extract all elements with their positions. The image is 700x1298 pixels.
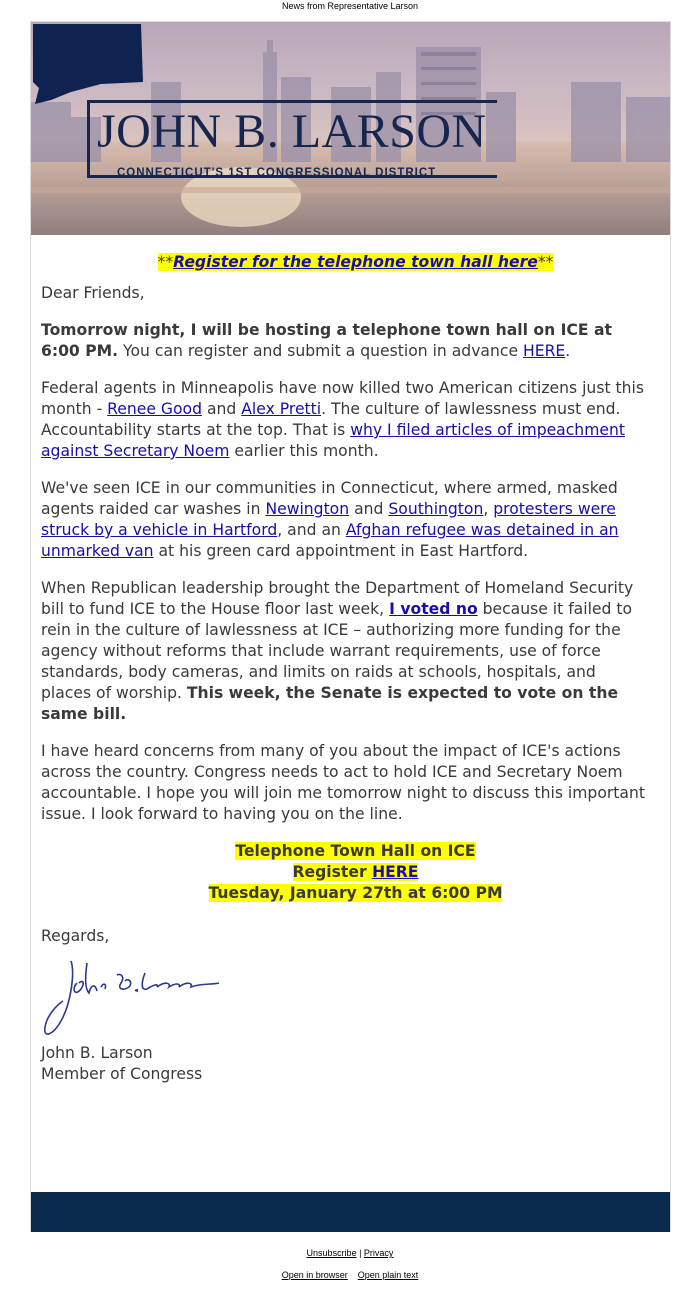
event-register xyxy=(293,863,419,881)
impeachment-link[interactable]: why I filed articles of impeachment against Secretary Noem xyxy=(41,421,625,460)
p2-text-2: and xyxy=(201,400,242,418)
signer-title: Member of Congress xyxy=(41,1065,203,1083)
register-banner xyxy=(41,252,670,273)
greeting: Dear Friends, xyxy=(41,284,145,302)
p4-text-2: because it failed to rein in the culture of lawlessness at ICE – authorizing more funding for the agency without reforms that include warrant requirements, use of force standards, body cameras, and limits on raids at schools, hospitals, and places of worship. xyxy=(41,600,633,702)
p1-bold: Tomorrow night, I will be hosting a telephone town hall on ICE at 6:00 PM. xyxy=(41,321,612,360)
afghan-refugee-link[interactable]: Afghan refugee was detained in an unmarked van xyxy=(41,521,619,560)
register-prefix: ** xyxy=(157,253,174,271)
event-date: Tuesday, January 27th at 6:00 PM xyxy=(208,884,503,902)
footer-bar xyxy=(31,1192,670,1232)
paragraph-5: I have heard concerns from many of you about the impact of ICE's actions across the country. Congress needs to act to hold ICE and Secretary Noem accountable. I hope you will join me tomorrow night to discuss this important issue. I look forward to having you on the line. xyxy=(41,742,645,823)
logo-subtitle: CONNECTICUT'S 1ST CONGRESSIONAL DISTRICT xyxy=(117,167,437,179)
email-card xyxy=(30,21,671,1232)
southington-link[interactable]: Southington xyxy=(388,500,484,518)
p2-text-1: Federal agents in Minneapolis have now killed two American citizens just this month - xyxy=(41,379,644,418)
p3-text-3: , xyxy=(483,500,494,518)
register-link[interactable]: Register for the telephone town hall here xyxy=(173,253,538,271)
preheader: News from Representative Larson xyxy=(281,1,419,11)
email-body xyxy=(31,252,670,1085)
p1-end: . xyxy=(565,342,571,360)
signature xyxy=(41,953,670,1043)
logo-name: JOHN B. LARSON xyxy=(97,105,487,158)
footer-row-2 xyxy=(0,1270,700,1280)
paragraph-3 xyxy=(41,478,646,562)
register-here-link[interactable]: HERE xyxy=(523,342,566,360)
unsubscribe-link[interactable]: Unsubscribe xyxy=(306,1248,357,1258)
privacy-link[interactable]: Privacy xyxy=(363,1248,394,1258)
footer-row-1 xyxy=(0,1248,700,1258)
p3-text-2: and xyxy=(349,500,389,518)
paragraph-4 xyxy=(41,578,646,725)
open-plain-text-link[interactable]: Open plain text xyxy=(357,1270,419,1280)
newington-link[interactable]: Newington xyxy=(265,500,350,518)
p1-text: You can register and submit a question in advance xyxy=(118,342,523,360)
p4-bold: This week, the Senate is expected to vote on the same bill. xyxy=(41,684,619,723)
open-in-browser-link[interactable]: Open in browser xyxy=(281,1270,348,1280)
paragraph-1 xyxy=(41,320,646,362)
event-title: Telephone Town Hall on ICE xyxy=(235,842,476,860)
signature-image xyxy=(41,953,251,1043)
p3-text-5: at his green card appointment in East Hartford. xyxy=(153,542,529,560)
alex-pretti-link[interactable]: Alex Pretti xyxy=(241,400,322,418)
footer-links xyxy=(0,1248,700,1280)
i-voted-no-link[interactable]: I voted no xyxy=(389,600,478,618)
footer-separator: | xyxy=(356,1248,364,1258)
renee-good-link[interactable]: Renee Good xyxy=(107,400,202,418)
p4-text-1: When Republican leadership brought the Department of Homeland Security bill to fund ICE to the House floor last week, xyxy=(41,579,634,618)
p2-text-3: . The culture of lawlessness must end. Accountability starts at the top. That is xyxy=(41,400,621,439)
event-register-prefix: Register xyxy=(292,863,373,881)
event-register-link[interactable]: HERE xyxy=(372,863,419,881)
header-banner xyxy=(31,22,670,235)
p3-text-1: We've seen ICE in our communities in Connecticut, where armed, masked agents raided car washes in xyxy=(41,479,618,518)
p3-text-4: , and an xyxy=(277,521,346,539)
register-highlight xyxy=(158,253,554,271)
register-suffix: ** xyxy=(537,253,554,271)
hartford-protesters-link[interactable]: protesters were struck by a vehicle in Hartford xyxy=(41,500,616,539)
event-details xyxy=(41,841,670,904)
connecticut-map-icon xyxy=(31,22,143,104)
paragraph-2 xyxy=(41,378,646,462)
signer-name: John B. Larson xyxy=(41,1044,153,1062)
p2-text-4: earlier this month. xyxy=(229,442,379,460)
closing: Regards, xyxy=(41,927,110,945)
